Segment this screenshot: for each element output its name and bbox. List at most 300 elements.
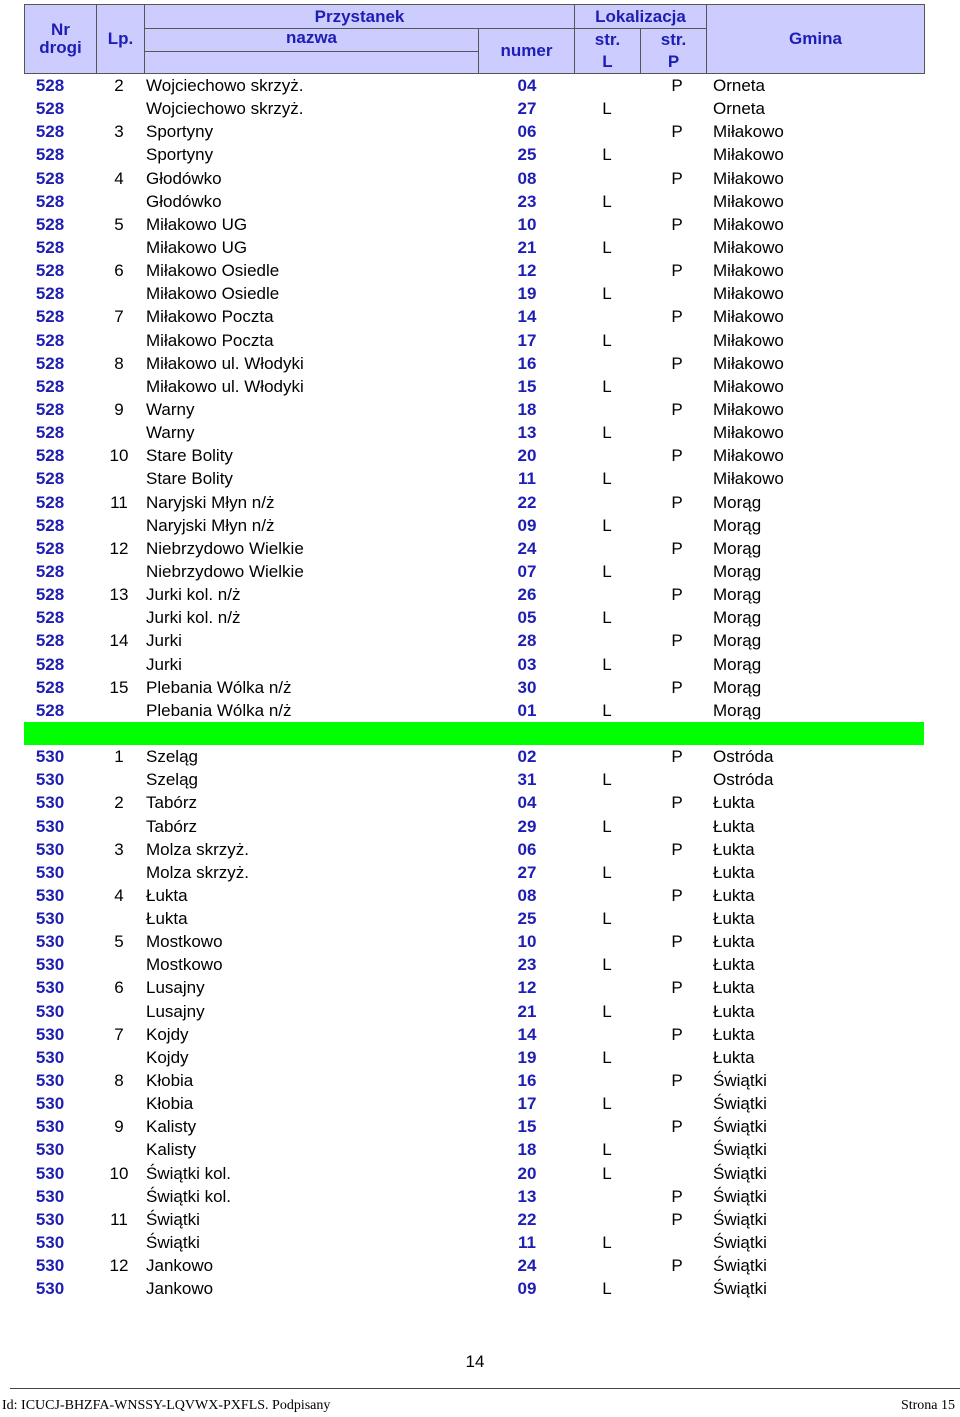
stop-number: 02 xyxy=(517,747,537,767)
table-row xyxy=(24,815,924,838)
location-p: P xyxy=(671,168,683,188)
road-number: 528 xyxy=(35,237,65,257)
gmina: Morąg xyxy=(713,561,762,581)
road-number: 528 xyxy=(35,700,65,720)
stop-name: Molza skrzyż. xyxy=(146,839,249,859)
stop-number: 14 xyxy=(517,307,537,327)
table-row xyxy=(24,352,924,375)
location-p: P xyxy=(671,885,683,905)
road-number: 528 xyxy=(35,168,65,188)
stop-number: 10 xyxy=(517,932,537,952)
stop-number: 24 xyxy=(517,538,537,558)
road-number: 528 xyxy=(35,376,65,396)
stop-name: Mostkowo xyxy=(146,955,223,975)
stop-name: Tabórz xyxy=(146,793,198,813)
location-l: L xyxy=(602,237,612,257)
location-l: L xyxy=(602,1140,612,1160)
location-l: L xyxy=(602,99,612,119)
stop-number: 10 xyxy=(517,214,537,234)
stop-lp: 10 xyxy=(109,446,129,466)
stop-lp: 9 xyxy=(114,399,124,419)
stop-number: 21 xyxy=(517,1001,537,1021)
location-p: P xyxy=(671,307,683,327)
location-p: P xyxy=(671,677,683,697)
stop-name: Miłakowo Osiedle xyxy=(146,261,280,281)
location-p: P xyxy=(671,214,683,234)
gmina: Morąg xyxy=(713,608,762,628)
stop-name: Miłakowo Poczta xyxy=(146,307,274,327)
location-l: L xyxy=(602,330,612,350)
road-number: 528 xyxy=(35,585,65,605)
header-nazwa-spacer xyxy=(145,51,479,73)
gmina: Łukta xyxy=(713,1047,755,1067)
footer-divider xyxy=(10,1388,960,1389)
table-row xyxy=(24,421,924,444)
stop-name: Jurki xyxy=(146,631,182,651)
header-nr: Nr xyxy=(51,20,70,40)
location-l: L xyxy=(602,700,612,720)
location-p: P xyxy=(671,538,683,558)
road-number: 530 xyxy=(35,793,65,813)
location-l: L xyxy=(602,1094,612,1114)
stop-number: 03 xyxy=(517,654,537,674)
header-numer: numer xyxy=(479,29,575,74)
stop-name: Świątki xyxy=(146,1209,200,1229)
stop-number: 30 xyxy=(517,677,537,697)
stop-name: Plebania Wólka n/ż xyxy=(146,700,292,720)
stop-name: Świątki xyxy=(146,1233,200,1253)
gmina: Łukta xyxy=(713,955,755,975)
stop-number: 16 xyxy=(517,353,537,373)
road-number: 528 xyxy=(35,423,65,443)
table-row xyxy=(24,976,924,999)
table-row xyxy=(24,1254,924,1277)
road-number: 528 xyxy=(35,99,65,119)
gmina: Łukta xyxy=(713,1024,755,1044)
stop-name: Miłakowo ul. Włodyki xyxy=(146,376,304,396)
road-number: 530 xyxy=(35,1140,65,1160)
road-number: 530 xyxy=(35,862,65,882)
gmina: Łukta xyxy=(713,816,755,836)
stop-lp: 3 xyxy=(114,122,124,142)
stop-number: 24 xyxy=(517,1256,537,1276)
stop-name: Warny xyxy=(146,423,195,443)
stop-number: 06 xyxy=(517,122,537,142)
table-row xyxy=(24,1277,924,1300)
stop-number: 09 xyxy=(517,1279,537,1299)
table-row xyxy=(24,699,924,722)
road-number: 528 xyxy=(35,191,65,211)
road-number: 528 xyxy=(35,446,65,466)
header-nazwa: nazwa xyxy=(145,29,479,51)
gmina: Morąg xyxy=(713,700,762,720)
stop-number: 13 xyxy=(517,1186,537,1206)
table-row xyxy=(24,514,924,537)
location-p: P xyxy=(671,585,683,605)
table-row xyxy=(24,953,924,976)
gmina: Świątki xyxy=(713,1186,767,1206)
gmina: Świątki xyxy=(713,1163,767,1183)
location-l: L xyxy=(602,1047,612,1067)
road-number: 528 xyxy=(35,608,65,628)
table-header xyxy=(24,4,925,74)
gmina: Miłakowo xyxy=(713,191,784,211)
stop-lp: 11 xyxy=(110,1209,128,1229)
header-lp: Lp. xyxy=(97,5,145,74)
table-row xyxy=(24,491,924,514)
table-row xyxy=(24,97,924,120)
location-p: P xyxy=(671,1117,683,1137)
gmina: Łukta xyxy=(713,978,755,998)
table-row xyxy=(24,1185,924,1208)
stop-name: Kojdy xyxy=(146,1024,189,1044)
table-row xyxy=(24,1208,924,1231)
header-drogi: drogi xyxy=(39,38,82,57)
stop-lp: 5 xyxy=(114,214,124,234)
stop-number: 18 xyxy=(517,399,537,419)
stop-name: Jurki kol. n/ż xyxy=(146,608,241,628)
stop-name: Jankowo xyxy=(146,1279,214,1299)
route-separator xyxy=(24,722,924,745)
header-gmina: Gmina xyxy=(707,5,925,74)
road-number: 528 xyxy=(35,307,65,327)
location-l: L xyxy=(602,469,612,489)
gmina: Miłakowo xyxy=(713,214,784,234)
stop-name: Kłobia xyxy=(146,1071,194,1091)
stop-number: 15 xyxy=(517,376,537,396)
location-p: P xyxy=(671,747,683,767)
page-number: 14 xyxy=(465,1352,485,1371)
road-number: 530 xyxy=(35,978,65,998)
location-p: P xyxy=(671,1186,683,1206)
location-p: P xyxy=(671,839,683,859)
stop-lp: 6 xyxy=(114,978,124,998)
stop-lp: 2 xyxy=(114,76,124,95)
stop-number: 06 xyxy=(517,839,537,859)
stop-number: 12 xyxy=(517,978,537,998)
stop-number: 25 xyxy=(517,145,537,165)
gmina: Świątki xyxy=(713,1279,767,1299)
stop-number: 11 xyxy=(518,1233,536,1253)
stop-number: 13 xyxy=(517,423,537,443)
gmina: Miłakowo xyxy=(713,284,784,304)
location-l: L xyxy=(602,654,612,674)
table-row xyxy=(24,653,924,676)
gmina: Łukta xyxy=(713,909,755,929)
table-row xyxy=(24,560,924,583)
table-row xyxy=(24,467,924,490)
table-row xyxy=(24,537,924,560)
road-number: 528 xyxy=(35,538,65,558)
stop-name: Niebrzydowo Wielkie xyxy=(146,561,304,581)
table-row xyxy=(24,1023,924,1046)
header-p: P xyxy=(641,51,707,73)
stop-name: Lusajny xyxy=(146,978,205,998)
road-number: 530 xyxy=(35,1001,65,1021)
stop-number: 17 xyxy=(517,1094,537,1114)
gmina: Orneta xyxy=(713,76,765,95)
stop-lp: 7 xyxy=(114,307,124,327)
road-number: 530 xyxy=(35,1233,65,1253)
stop-number: 26 xyxy=(517,585,537,605)
road-number: 530 xyxy=(35,955,65,975)
stop-number: 27 xyxy=(517,99,537,119)
location-l: L xyxy=(602,376,612,396)
road-number: 530 xyxy=(35,770,65,790)
gmina: Ostróda xyxy=(713,770,774,790)
gmina: Świątki xyxy=(713,1233,767,1253)
stop-number: 18 xyxy=(517,1140,537,1160)
location-l: L xyxy=(602,816,612,836)
stop-name: Świątki kol. xyxy=(146,1163,232,1183)
gmina: Świątki xyxy=(713,1094,767,1114)
table-row xyxy=(24,1162,924,1185)
stop-lp: 15 xyxy=(109,677,129,697)
table-body xyxy=(24,74,924,1300)
road-number: 530 xyxy=(35,747,65,767)
stop-lp: 1 xyxy=(114,747,124,767)
stop-lp: 3 xyxy=(114,839,124,859)
header-str-p: str. xyxy=(641,29,707,51)
table-row xyxy=(24,1092,924,1115)
gmina: Świątki xyxy=(713,1140,767,1160)
table-row xyxy=(24,768,924,791)
location-p: P xyxy=(671,353,683,373)
location-p: P xyxy=(671,261,683,281)
table-row xyxy=(24,745,924,768)
location-l: L xyxy=(602,515,612,535)
location-l: L xyxy=(602,955,612,975)
stop-number: 16 xyxy=(517,1071,537,1091)
stop-name: Plebania Wólka n/ż xyxy=(146,677,292,697)
stop-number: 29 xyxy=(517,816,537,836)
stop-name: Kalisty xyxy=(146,1117,197,1137)
road-number: 530 xyxy=(35,1209,65,1229)
road-number: 528 xyxy=(35,469,65,489)
table-row xyxy=(24,1069,924,1092)
stop-number: 12 xyxy=(517,261,537,281)
road-number: 530 xyxy=(35,885,65,905)
stop-number: 23 xyxy=(517,191,537,211)
road-number: 528 xyxy=(35,631,65,651)
location-l: L xyxy=(602,1233,612,1253)
gmina: Miłakowo xyxy=(713,122,784,142)
stop-lp: 8 xyxy=(114,353,124,373)
stop-name: Miłakowo ul. Włodyki xyxy=(146,353,304,373)
stop-lp: 7 xyxy=(114,1024,124,1044)
location-p: P xyxy=(671,399,683,419)
table-row xyxy=(24,259,924,282)
table-row xyxy=(24,907,924,930)
location-p: P xyxy=(671,122,683,142)
header-nr-drogi xyxy=(25,5,97,74)
location-p: P xyxy=(671,76,683,95)
stop-name: Mostkowo xyxy=(146,932,223,952)
stop-name: Naryjski Młyn n/ż xyxy=(146,492,275,512)
road-number: 528 xyxy=(35,214,65,234)
stop-name: Stare Bolity xyxy=(146,469,233,489)
header-lokalizacja: Lokalizacja xyxy=(575,5,707,29)
gmina: Morąg xyxy=(713,492,762,512)
gmina: Morąg xyxy=(713,631,762,651)
stop-name: Warny xyxy=(146,399,195,419)
stop-number: 31 xyxy=(517,770,537,790)
gmina: Miłakowo xyxy=(713,353,784,373)
table-row xyxy=(24,629,924,652)
table-row xyxy=(24,213,924,236)
location-p: P xyxy=(671,932,683,952)
stop-number: 22 xyxy=(517,1209,537,1229)
gmina: Morąg xyxy=(713,538,762,558)
location-l: L xyxy=(602,608,612,628)
stop-number: 15 xyxy=(517,1117,537,1137)
stop-lp: 13 xyxy=(109,585,129,605)
stop-number: 20 xyxy=(517,1163,537,1183)
gmina: Miłakowo xyxy=(713,145,784,165)
stop-number: 22 xyxy=(517,492,537,512)
location-l: L xyxy=(602,423,612,443)
location-l: L xyxy=(602,1001,612,1021)
location-l: L xyxy=(602,561,612,581)
stop-name: Molza skrzyż. xyxy=(146,862,249,882)
stop-number: 25 xyxy=(517,909,537,929)
stop-lp: 12 xyxy=(109,1256,129,1276)
table-row xyxy=(24,930,924,953)
location-l: L xyxy=(602,909,612,929)
location-p: P xyxy=(671,492,683,512)
stop-name: Niebrzydowo Wielkie xyxy=(146,538,304,558)
stop-lp: 10 xyxy=(109,1163,129,1183)
table-row xyxy=(24,838,924,861)
road-number: 530 xyxy=(35,1256,65,1276)
gmina: Świątki xyxy=(713,1256,767,1276)
location-p: P xyxy=(671,1256,683,1276)
gmina: Morąg xyxy=(713,585,762,605)
road-number: 530 xyxy=(35,932,65,952)
road-number: 530 xyxy=(35,1071,65,1091)
stop-name: Głodówko xyxy=(146,168,222,188)
location-p: P xyxy=(671,1024,683,1044)
stop-number: 23 xyxy=(517,955,537,975)
stop-name: Miłakowo Poczta xyxy=(146,330,274,350)
location-p: P xyxy=(671,1209,683,1229)
table-row xyxy=(24,236,924,259)
location-l: L xyxy=(602,191,612,211)
road-number: 528 xyxy=(35,399,65,419)
gmina: Łukta xyxy=(713,932,755,952)
road-number: 528 xyxy=(35,122,65,142)
location-p: P xyxy=(671,446,683,466)
table-row xyxy=(24,444,924,467)
table-row xyxy=(24,1046,924,1069)
stop-name: Wojciechowo skrzyż. xyxy=(146,76,304,95)
stop-lp: 4 xyxy=(114,168,124,188)
table-row xyxy=(24,606,924,629)
location-l: L xyxy=(602,862,612,882)
table-row xyxy=(24,884,924,907)
gmina: Miłakowo xyxy=(713,376,784,396)
stop-name: Kojdy xyxy=(146,1047,189,1067)
gmina: Miłakowo xyxy=(713,330,784,350)
header-l: L xyxy=(575,51,641,73)
gmina: Świątki xyxy=(713,1117,767,1137)
gmina: Świątki xyxy=(713,1209,767,1229)
gmina: Miłakowo xyxy=(713,446,784,466)
road-number: 530 xyxy=(35,1047,65,1067)
table-row xyxy=(24,1000,924,1023)
road-number: 530 xyxy=(35,1117,65,1137)
location-l: L xyxy=(602,770,612,790)
stop-number: 19 xyxy=(517,1047,537,1067)
stop-number: 21 xyxy=(517,237,537,257)
stop-name: Świątki kol. xyxy=(146,1186,232,1206)
footer-page-text: Strona 15 xyxy=(900,1398,955,1413)
location-l: L xyxy=(602,1163,612,1183)
stop-lp: 2 xyxy=(114,793,124,813)
stop-name: Sportyny xyxy=(146,122,214,142)
table-row xyxy=(24,167,924,190)
road-number: 528 xyxy=(35,76,65,95)
location-p: P xyxy=(671,978,683,998)
stop-name: Miłakowo UG xyxy=(146,214,248,234)
stop-name: Sportyny xyxy=(146,145,214,165)
stop-number: 17 xyxy=(517,330,537,350)
stop-number: 28 xyxy=(517,631,537,651)
road-number: 530 xyxy=(35,1094,65,1114)
stop-number: 14 xyxy=(517,1024,537,1044)
stop-name: Wojciechowo skrzyż. xyxy=(146,99,304,119)
table-row xyxy=(24,1138,924,1161)
stop-lp: 12 xyxy=(109,538,129,558)
stop-number: 01 xyxy=(517,700,537,720)
table-row xyxy=(24,282,924,305)
stop-number: 09 xyxy=(517,515,537,535)
stop-number: 04 xyxy=(517,76,537,95)
road-number: 528 xyxy=(35,515,65,535)
header-str-l: str. xyxy=(575,29,641,51)
table-row xyxy=(24,1231,924,1254)
gmina: Miłakowo xyxy=(713,261,784,281)
road-number: 528 xyxy=(35,284,65,304)
gmina: Ostróda xyxy=(713,747,774,767)
stop-lp: 4 xyxy=(114,885,124,905)
stop-name: Tabórz xyxy=(146,816,198,836)
stop-number: 05 xyxy=(517,608,537,628)
gmina: Miłakowo xyxy=(713,469,784,489)
stop-name: Jurki kol. n/ż xyxy=(146,585,241,605)
road-number: 530 xyxy=(35,1163,65,1183)
road-number: 528 xyxy=(35,353,65,373)
road-number: 528 xyxy=(35,561,65,581)
stop-name: Naryjski Młyn n/ż xyxy=(146,515,275,535)
stop-number: 04 xyxy=(517,793,537,813)
stop-number: 27 xyxy=(517,862,537,882)
stop-name: Miłakowo Osiedle xyxy=(146,284,280,304)
footer-id-text: Id: ICUCJ-BHZFA-WNSSY-LQVWX-PXFLS. Podpisany xyxy=(2,1398,331,1413)
gmina: Miłakowo xyxy=(713,399,784,419)
road-number: 528 xyxy=(35,330,65,350)
gmina: Orneta xyxy=(713,99,765,119)
gmina: Morąg xyxy=(713,515,762,535)
gmina: Łukta xyxy=(713,1001,755,1021)
table-row xyxy=(24,190,924,213)
stop-lp: 8 xyxy=(114,1071,124,1091)
stop-name: Łukta xyxy=(146,909,188,929)
stop-number: 20 xyxy=(517,446,537,466)
header-przystanek: Przystanek xyxy=(145,5,575,29)
stop-number: 08 xyxy=(517,885,537,905)
road-number: 528 xyxy=(35,145,65,165)
